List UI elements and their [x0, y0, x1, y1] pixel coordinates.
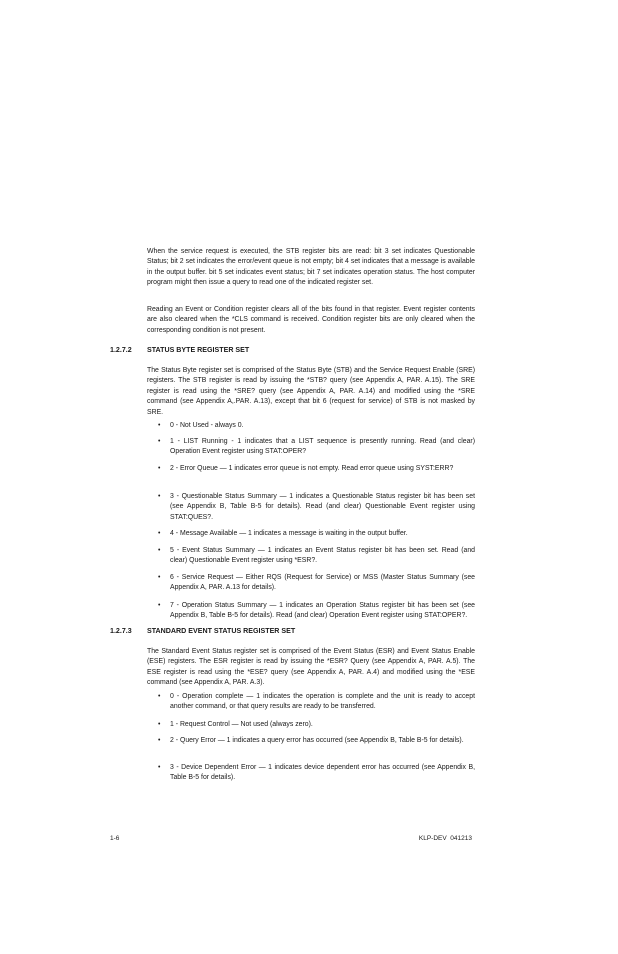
- list-item-text: 5 - Event Status Summary — 1 indicates an Event Status register bit has been set. Read (and clear) Questionable Event register using *ESR?.: [170, 547, 475, 565]
- list-item: [158, 720, 475, 730]
- section-number-standard-event: 1.2.7.3: [110, 627, 132, 635]
- list-item-text: 2 - Query Error — 1 indicates a query error has occurred (see Appendix B, Table B-5 for details).: [170, 737, 464, 744]
- list-item: [158, 736, 475, 746]
- bullet-icon: •: [158, 574, 161, 581]
- standard-event-paragraph: The Standard Event Status register set is comprised of the Event Status (ESR) and Event Status Enable (ESE) registers. The ESR register is read by issuing the *ESR? Query (see Appendix A, PAR. A.5). The ESE register is read using the *ESE? query (see Appendix A, PAR. A.4) and modified using the *ESE command (see Appendix A, PAR. A.3).: [147, 648, 475, 687]
- status-byte-paragraph: The Status Byte register set is comprised of the Status Byte (STB) and the Service Request Enable (SRE) registers. The STB register is read by issuing the *STB? query (see Appendix A, PAR. A.15). The SRE register is read using the *SRE? query (see Appendix A, PAR. A.14) and modified using the *SRE command (see Appendix A,.PAR. A.13), except that bit 6 (request for service) of STB is not masked by SRE.: [147, 367, 475, 416]
- bullet-icon: •: [158, 602, 161, 609]
- list-item-text: 2 - Error Queue — 1 indicates error queue is not empty. Read error queue using SYST:ERR?: [170, 465, 454, 472]
- list-item-text: 0 - Not Used - always 0.: [170, 422, 244, 429]
- list-item-text: 1 - Request Control — Not used (always zero).: [170, 721, 313, 728]
- list-item-text: 3 - Device Dependent Error — 1 indicates device dependent error has occurred (see Appendix B, Table B-5 for details).: [170, 764, 475, 782]
- section-title-status-byte: STATUS BYTE REGISTER SET: [147, 346, 250, 354]
- list-item-text: 4 - Message Available — 1 indicates a message is waiting in the output buffer.: [170, 530, 408, 537]
- list-item-text: 3 - Questionable Status Summary — 1 indicates a Questionable Status register bit has been set (see Appendix B, Table B-5 for details). Read (and clear) Questionable Event register using STAT:QUES?.: [170, 493, 475, 521]
- list-item: [158, 763, 475, 784]
- bullet-icon: •: [158, 422, 161, 429]
- bullet-icon: •: [158, 438, 161, 445]
- intro-paragraph-1: When the service request is executed, the STB register bits are read: bit 3 set indicates Questionable Status; bit 2 set indicates the error/event queue is not empty; bit 4 set indicates that a message is available in the output buffer. bit 5 set indicates event status; bit 7 set indicates operation status. The host computer program might then issue a query to read one of the indicated register set.: [147, 248, 475, 287]
- list-item: [158, 437, 475, 458]
- intro-paragraph-2: Reading an Event or Condition register clears all of the bits found in that register. Event register contents are also cleared when the *CLS command is received. Condition register bits are only cleared when the corresponding condition is not present.: [147, 306, 475, 334]
- list-item: [158, 601, 475, 622]
- page-number: 1-6: [110, 835, 120, 842]
- list-item: [158, 464, 475, 474]
- list-item: [158, 492, 475, 523]
- bullet-icon: •: [158, 737, 161, 744]
- list-item: [158, 573, 475, 594]
- bullet-icon: •: [158, 547, 161, 554]
- list-item-text: 6 - Service Request — Either RQS (Request for Service) or MSS (Master Status Summary (see Appendix A, PAR. A.13 for details).: [170, 574, 475, 592]
- bullet-icon: •: [158, 693, 161, 700]
- section-number-status-byte: 1.2.7.2: [110, 346, 132, 354]
- list-item: [158, 692, 475, 713]
- bullet-icon: •: [158, 721, 161, 728]
- bullet-icon: •: [158, 764, 161, 771]
- bullet-icon: •: [158, 493, 161, 500]
- list-item-text: 1 - LIST Running - 1 indicates that a LIST sequence is presently running. Read (and clear) Operation Event register using STAT:OPER?: [170, 438, 475, 456]
- list-item: [158, 529, 475, 539]
- list-item: [158, 421, 475, 431]
- section-title-standard-event: STANDARD EVENT STATUS REGISTER SET: [147, 627, 296, 635]
- list-item-text: 7 - Operation Status Summary — 1 indicates an Operation Status register bit has been set (see Appendix B, Table B-5 for details). Read (and clear) Operation Event register using STAT:OPER?.: [170, 602, 475, 620]
- bullet-icon: •: [158, 530, 161, 537]
- list-item-text: 0 - Operation complete — 1 indicates the operation is complete and the unit is ready to accept another command, or that query results are ready to be transferred.: [170, 693, 475, 711]
- list-item: [158, 546, 475, 567]
- bullet-icon: •: [158, 465, 161, 472]
- document-id: KLP-DEV 041213: [418, 835, 472, 842]
